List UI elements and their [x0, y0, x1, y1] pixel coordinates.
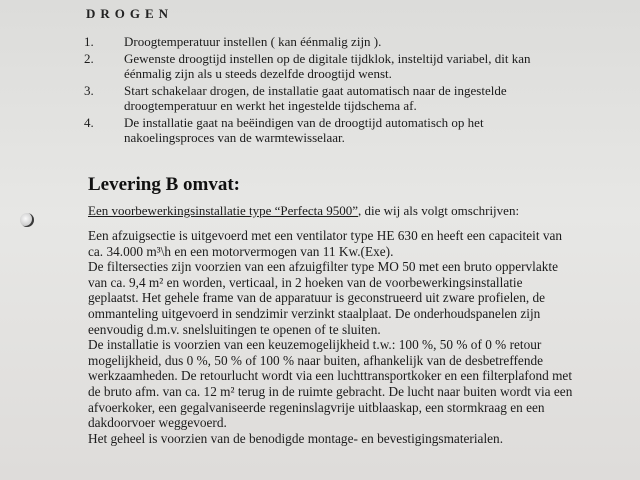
punch-hole-icon	[20, 213, 34, 227]
body-line: Een afzuigsectie is uitgevoerd met een ventilator type HE 630 en heeft een capaciteit van	[88, 228, 563, 243]
page-heading: Levering B omvat:	[88, 174, 240, 195]
body-line: dakdoorvoer weggevoerd.	[88, 415, 227, 431]
section-title: DROGEN	[86, 6, 174, 21]
list-item	[84, 115, 564, 145]
step-number: 2.	[84, 51, 94, 66]
body-line: ommanteling uitgevoerd in sendzimir verzinkt staalplaat. De onderhoudspanelen zijn	[88, 305, 541, 321]
step-text: Start schakelaar drogen, de installatie gaat automatisch naar de ingestelde	[124, 83, 507, 98]
step-number: 1.	[84, 34, 94, 49]
step-number: 3.	[84, 83, 94, 98]
intro-line	[88, 203, 519, 219]
steps-list	[84, 34, 564, 147]
body-line: mogelijkheid, dus 0 %, 50 % of 100 % naar buiten, afhankelijk van de desbetreffende	[88, 352, 544, 368]
step-text: éénmalig zijn als u steeds dezelfde droogtijd wenst.	[124, 66, 392, 81]
body-line: ca. 34.000 m³\h en een motorvermogen van 11 Kw.(Exe).	[88, 243, 394, 259]
body-line: Het geheel is voorzien van de benodigde montage- en bevestigingsmaterialen.	[88, 430, 504, 446]
step-text: De installatie gaat na beëindigen van de droogtijd automatisch op het	[124, 115, 484, 130]
body-line: de bruto afm. van ca. 12 m² terug in de ruimte gebracht. De lucht naar buiten wordt via een	[88, 383, 573, 399]
body-line: De installatie is voorzien van een keuzemogelijkheid t.w.: 100 %, 50 % of 0 % retour	[88, 337, 542, 353]
body-line: De filtersecties zijn voorzien van een afzuigfilter type MO 50 met een bruto oppervlakte	[88, 259, 559, 275]
list-item	[84, 34, 564, 49]
step-text: droogtemperatuur en werkt het ingestelde tijdschema af.	[124, 98, 417, 113]
body-paragraph	[88, 228, 640, 446]
body-line: eenvoudig d.m.v. snelsluitingen te openen of te sluiten.	[88, 321, 381, 337]
intro-underlined-text: Een voorbewerkingsinstallatie type “Perfecta 9500”	[88, 203, 359, 218]
intro-rest-text: , die wij als volgt omschrijven:	[358, 203, 520, 218]
step-number: 4.	[84, 115, 94, 130]
body-line: werkzaamheden. De retourlucht wordt via een luchttransportkoker en een filterplafond met	[88, 368, 573, 384]
body-line: afvoerkoker, een gegalvaniseerde regeninslagvrije uitblaaskap, een stormkraag en een	[88, 399, 545, 415]
list-item	[84, 51, 564, 81]
step-text: Gewenste droogtijd instellen op de digitale tijdklok, insteltijd variabel, dit kan	[124, 51, 531, 66]
step-text: Droogtemperatuur instellen ( kan éénmalig zijn ).	[124, 34, 382, 49]
step-text: nakoelingsproces van de warmtewisselaar.	[124, 130, 345, 145]
body-line: geplaatst. Het gehele frame van de apparatuur is geconstrueerd uit zware profielen, de	[88, 290, 546, 306]
body-line: van ca. 9,4 m² en worden, verticaal, in 2 hoeken van de voorbewerkingsinstallatie	[88, 274, 523, 290]
list-item	[84, 83, 564, 113]
